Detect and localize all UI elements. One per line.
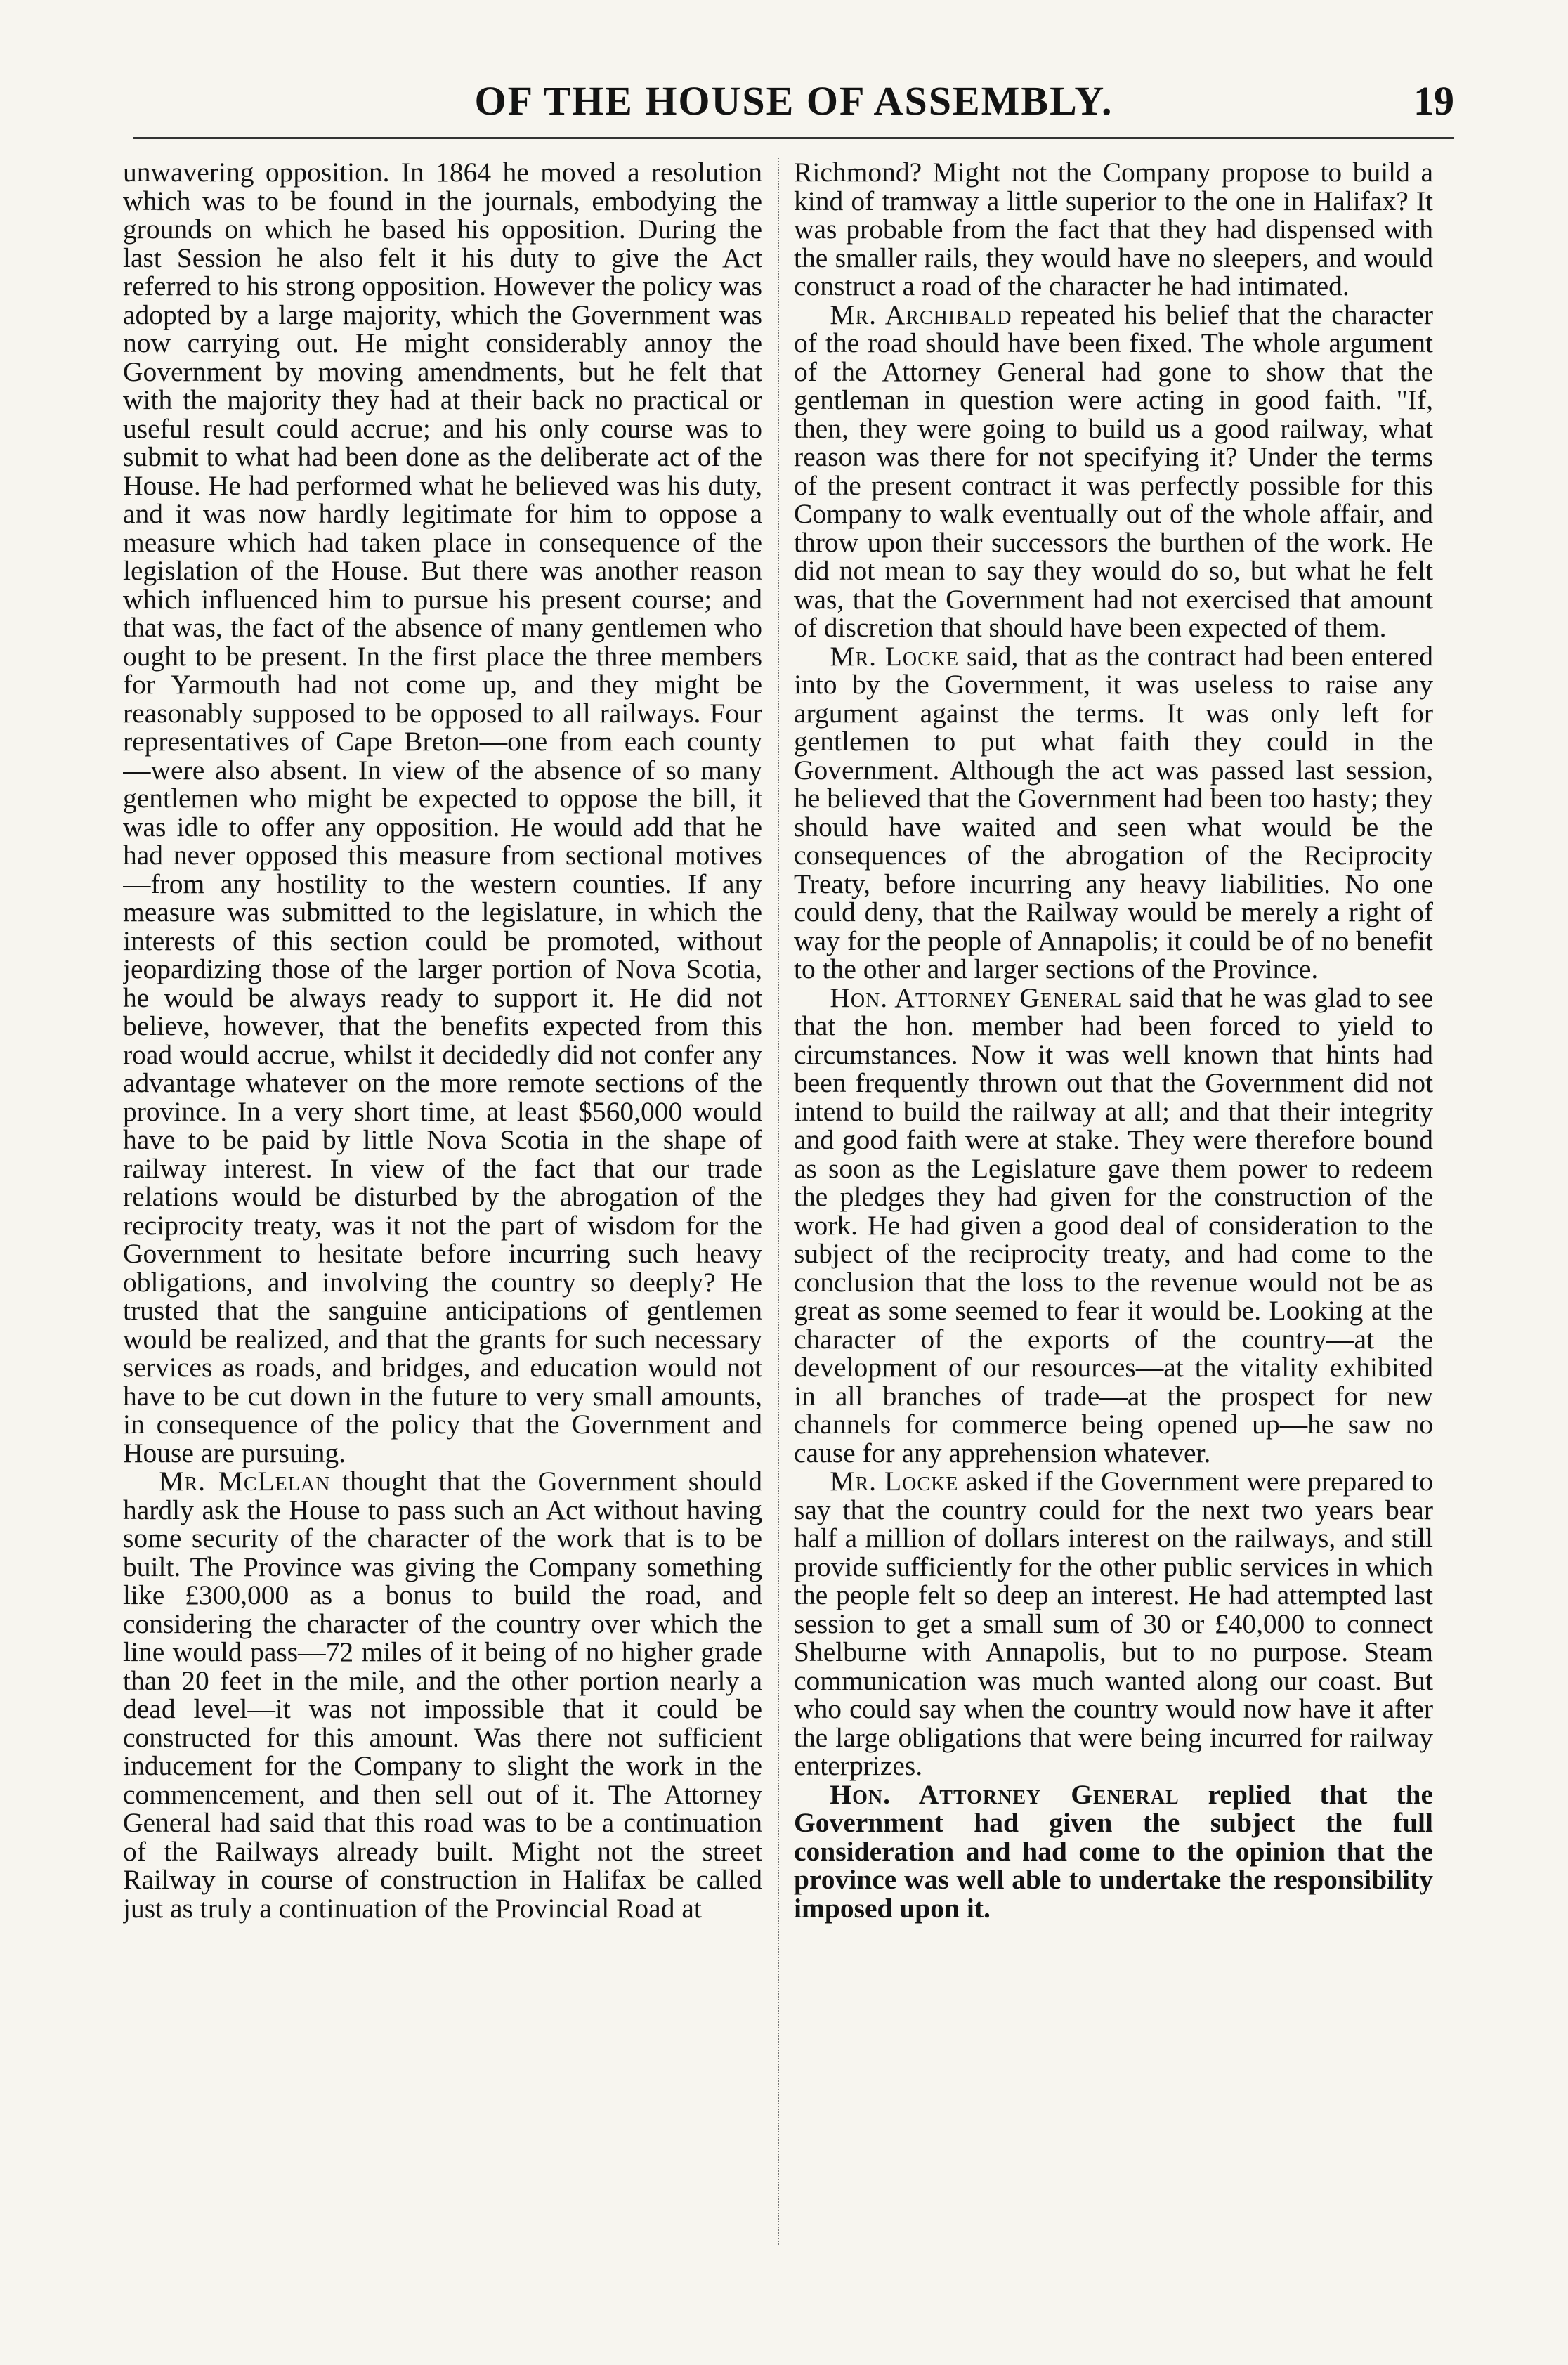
paragraph-text: asked if the Government were prepared to say that the country could for the next two years bear half a million of dollars interest on the railways, and still provide sufficiently for the other public services in which the people felt so deep an interest. He had attempted last session to get a small sum of 30 or £40,000 to connect Shelburne with Annapolis, but to no purpose. Steam communication was much wanted along our coast. But who could say when the country would now have it after the large obligations that were being incurred for railway enterprizes. bbox=[794, 1466, 1433, 1781]
paragraph bbox=[794, 1780, 1433, 1923]
speaker-name: Hon. Attorney General bbox=[830, 1778, 1180, 1810]
paragraph-text: repeated his belief that the character of the road should have been fixed. The whole argument of the Attorney General had gone to show that the gentleman in question were acting in good faith. "If, then, they were going to build us a good railway, what reason was there for not specifying it? Under the terms of the present contract it was perfectly possible for this Company to walk eventually out of the whole affair, and throw upon their successors the burthen of the work. He did not mean to say they would do so, but what he felt was, that the Government had not exercised that amount of discretion that should have been expected of them. bbox=[794, 299, 1433, 643]
speaker-name: Mr. Archibald bbox=[830, 299, 1012, 330]
paragraph bbox=[794, 1467, 1433, 1780]
paragraph bbox=[794, 642, 1433, 984]
page-number: 19 bbox=[1413, 78, 1454, 124]
column-divider bbox=[778, 158, 779, 2245]
speaker-name: Hon. Attorney General bbox=[830, 982, 1123, 1013]
paragraph-text: said, that as the contract had been entered into by the Government, it was useless to raise any argument against the terms. It was only left for gentlemen to put what faith they could in the Government. Although the act was passed last session, he believed that the Government had been too hasty; they should have waited and seen what would be the consequences of the abrogation of the Reciprocity Treaty, before incurring any heavy liabilities. No one could deny, that the Railway would be merely a right of way for the people of Annapolis; it could be of no benefit to the other and larger sections of the Province. bbox=[794, 640, 1433, 984]
speaker-name: Mr. Locke bbox=[830, 1466, 959, 1497]
paragraph-text: Richmond? Might not the Company propose to build a kind of tramway a little superior to the one in Halifax? It was probable from the fact that they had dispensed with the smaller rails, they would have no sleepers, and would construct a road of the character he had intimated. bbox=[794, 158, 1433, 301]
left-column bbox=[123, 158, 762, 2280]
paragraph bbox=[794, 158, 1433, 301]
paragraph-text: thought that the Government should hardly ask the House to pass such an Act without having some security of the character of the work that is to be built. The Province was giving the Company something like £300,000 as a bonus to build the road, and considering the character of the country over which the line would pass—72 miles of it being of no higher grade than 20 feet in the mile, and the other portion nearly a dead level—it was not impossible that it could be constructed for this amount. Was there not sufficient inducement for the Company to slight the work in the commencement, and then sell out of it. The Attorney General had said that this road was to be a continuation of the Railways already built. Might not the street Railway in course of construction in Halifax be called just as truly a continuation of the Provincial Road at bbox=[123, 1466, 762, 1924]
page-header bbox=[133, 77, 1454, 128]
paragraph bbox=[794, 301, 1433, 642]
header-rule bbox=[133, 137, 1454, 139]
paragraph-text: said that he was glad to see that the hon. member had been forced to yield to circumstances. Now it was well known that hints had been frequently thrown out that the Government did not intend to build the railway at all; and that their integrity and good faith were at stake. They were therefore bound as soon as the Legislature gave them power to redeem the pledges they had given for the construction of the work. He had given a good deal of consideration to the subject of the reciprocity treaty, and had come to the conclusion that the loss to the revenue would not be as great as some seemed to fear it would be. Looking at the character of the exports of the country—at the development of our resources—at the vitality exhibited in all branches of trade—at the prospect for new channels for commerce being opened up—he saw no cause for any apprehension whatever. bbox=[794, 982, 1433, 1468]
paragraph bbox=[123, 158, 762, 1467]
right-column bbox=[794, 158, 1433, 2280]
paragraph bbox=[794, 984, 1433, 1468]
paragraph bbox=[123, 1467, 762, 1922]
paragraph-text: replied that the Government had given the subject the full consideration and had come to the opinion that the province was well able to undertake the responsibility imposed upon it. bbox=[794, 1778, 1433, 1924]
paragraph-text: unwavering opposition. In 1864 he moved a resolution which was to be found in the journals, embodying the grounds on which he based his opposition. During the last Session he also felt it his duty to give the Act referred to his strong opposition. However the policy was adopted by a large majority, which the Government was now carrying out. He might considerably annoy the Government by moving amendments, but he felt that with the majority they had at their back no practical or useful result could accrue; and his only course was to submit to what had been done as the deliberate act of the House. He had performed what he believed was his duty, and it was now hardly legitimate for him to oppose a measure which had taken place in consequence of the legislation of the House. But there was another reason which influenced him to pursue his present course; and that was, the fact of the absence of many gentlemen who ought to be present. In the first place the three members for Yarmouth had not come up, and they might be reasonably supposed to be opposed to all railways. Four representatives of Cape Breton—one from each county—were also absent. In view of the absence of so many gentlemen who might be expected to oppose the bill, it was idle to offer any opposition. He would add that he had never opposed this measure from sectional motives—from any hostility to the western counties. If any measure was submitted to the legislature, in which the interests of this section could be promoted, without jeopardizing those of the larger portion of Nova Scotia, he would be always ready to support it. He did not believe, however, that the benefits expected from this road would accrue, whilst it decidedly did not confer any advantage whatever on the more remote sections of the province. In a very short time, at least $560,000 would have to be paid by little Nova Scotia in the shape of railway interest. In view of the fact that our trade relations would be disturbed by the abrogation of the reciprocity treaty, was it not the part of wisdom for the Government to hesitate before incurring such heavy obligations, and involving the country so deeply? He trusted that the sanguine anticipations of gentlemen would be realized, and that the grants for such necessary services as roads, and bridges, and education would not have to be cut down in the future to very small amounts, in consequence of the policy that the Government and House are pursuing. bbox=[123, 158, 762, 1468]
speaker-name: Mr. Locke bbox=[830, 640, 960, 672]
running-title: OF THE HOUSE OF ASSEMBLY. bbox=[474, 78, 1113, 124]
speaker-name: Mr. McLelan bbox=[159, 1466, 331, 1497]
